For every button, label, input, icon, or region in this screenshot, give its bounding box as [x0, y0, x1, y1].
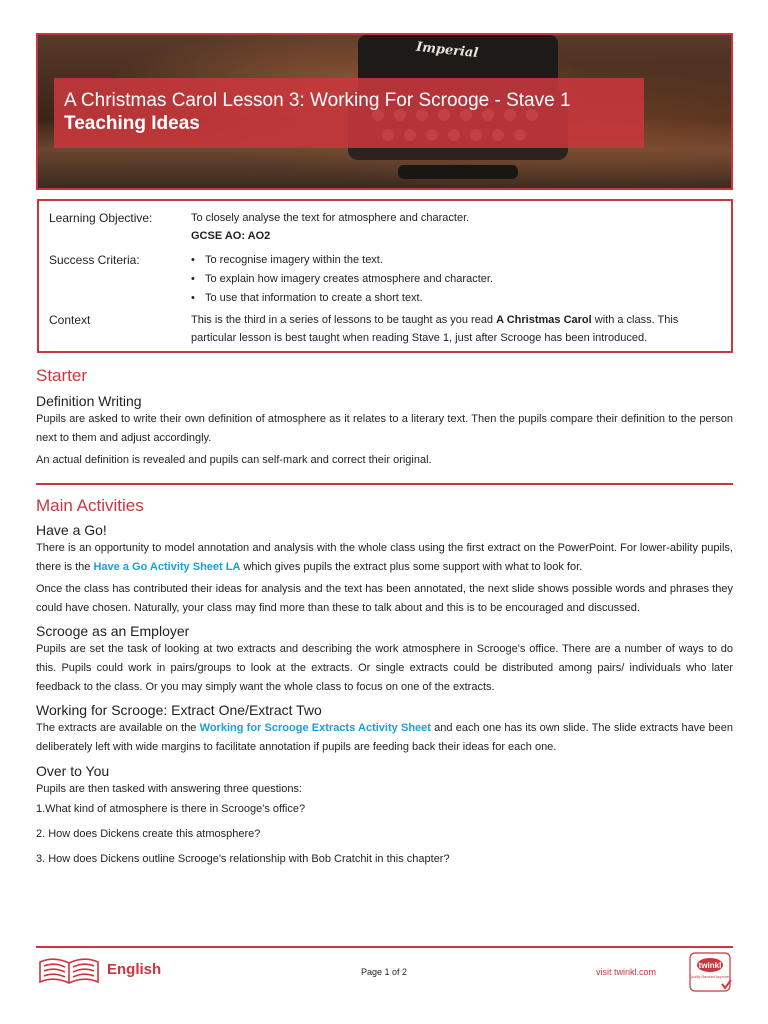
- question-3: 3. How does Dickens outline Scrooge's relationship with Bob Cratchit in this chapter?: [36, 853, 450, 865]
- success-criteria-label: Success Criteria:: [49, 253, 140, 267]
- extracts-sheet-link[interactable]: Working for Scrooge Extracts Activity Sheet: [199, 722, 431, 734]
- main-activities-section: [36, 496, 733, 869]
- page-subtitle: Teaching Ideas: [64, 113, 200, 134]
- starter-heading: Starter: [36, 366, 88, 385]
- starter-paragraph-2: An actual definition is revealed and pupils can self-mark and correct their original.: [36, 454, 432, 466]
- title-overlay: [54, 78, 644, 148]
- context-book-title: A Christmas Carol: [496, 314, 592, 326]
- definition-writing-heading: Definition Writing: [36, 393, 142, 409]
- learning-objective-label: Learning Objective:: [49, 211, 153, 225]
- page-title: A Christmas Carol Lesson 3: Working For Scrooge - Stave 1: [64, 90, 571, 111]
- typewriter-brand: Imperial: [415, 39, 479, 62]
- main-activities-heading: Main Activities: [36, 496, 144, 515]
- visit-twinkl-link[interactable]: visit twinkl.com: [596, 967, 657, 977]
- question-1: 1.What kind of atmosphere is there in Scrooge's office?: [36, 803, 306, 815]
- over-to-you-heading: Over to You: [36, 763, 110, 779]
- success-criteria-row: [49, 251, 721, 311]
- footer-divider: [36, 946, 733, 948]
- footer-subject: English: [107, 961, 162, 978]
- context-label: Context: [49, 313, 91, 327]
- learning-objective-text: To closely analyse the text for atmosphere and character.: [191, 212, 470, 224]
- gcse-ao: GCSE AO: AO2: [191, 230, 271, 242]
- success-criteria-item: • To recognise imagery within the text.: [191, 251, 721, 270]
- section-divider: [36, 483, 733, 485]
- badge-brand: twinkl: [698, 961, 722, 970]
- starter-section: [36, 366, 733, 470]
- over-to-you-intro: Pupils are then tasked with answering three questions:: [36, 783, 302, 795]
- employer-heading: Scrooge as an Employer: [36, 623, 190, 639]
- starter-paragraph: Pupils are asked to write their own definition of atmosphere as it relates to a literary text. Then the pupils compare their definition to the person next to them and adjust accordingly.: [36, 413, 733, 444]
- success-criteria-item: • To use that information to create a short text.: [191, 289, 721, 308]
- success-criteria-item: • To explain how imagery creates atmosphere and character.: [191, 270, 721, 289]
- objectives-box: [37, 199, 733, 353]
- have-a-go-paragraph: There is an opportunity to model annotation and analysis with the whole class using the first extract on the PowerPoint. For lower-ability pupils, there is the Have a Go Activity Sheet LA which gives pupils the extract plus some support with what to look for.: [36, 542, 733, 573]
- success-criteria-list: [191, 251, 721, 308]
- question-2: 2. How does Dickens create this atmosphere?: [36, 828, 261, 840]
- have-a-go-paragraph-2: Once the class has contributed their ideas for analysis and the text has been annotated, the next slide shows possible words and phrases they could have chosen. Naturally, your class may find more than these to talk about and this is to be encouraged and discussed.: [36, 583, 733, 614]
- context-row: [49, 311, 721, 347]
- badge-caption: Quality Standard Approved: [689, 975, 731, 979]
- extract-paragraph: The extracts are available on the Working for Scrooge Extracts Activity Sheet and each one has its own slide. The slide extracts have been deliberately left with wide margins to facilitate annotation if pupils are feeding back their ideas for each one.: [36, 722, 733, 753]
- header-banner: [36, 33, 733, 190]
- open-book-icon: [36, 954, 102, 988]
- have-a-go-heading: Have a Go!: [36, 522, 107, 538]
- have-a-go-sheet-link[interactable]: Have a Go Activity Sheet LA: [93, 561, 241, 573]
- learning-objective-row: [49, 209, 721, 251]
- page-number: Page 1 of 2: [360, 967, 408, 977]
- extract-heading: Working for Scrooge: Extract One/Extract Two: [36, 702, 322, 718]
- twinkl-quality-badge-icon: [689, 952, 733, 994]
- employer-paragraph: Pupils are set the task of looking at two extracts and describing the work atmosphere in Scrooge's office. There are a number of ways to do this. Pupils could work in pairs/groups to look at the extracts. Or single extracts could be distributed among pairs/ individuals who later feedback to the class. Or you may simply want the whole class to focus on one of the extracts.: [36, 643, 733, 693]
- context-text: This is the third in a series of lessons to be taught as you read A Christmas Carol with a class. This particular lesson is best taught when reading Stave 1, just after Scrooge has been introduced.: [191, 314, 679, 344]
